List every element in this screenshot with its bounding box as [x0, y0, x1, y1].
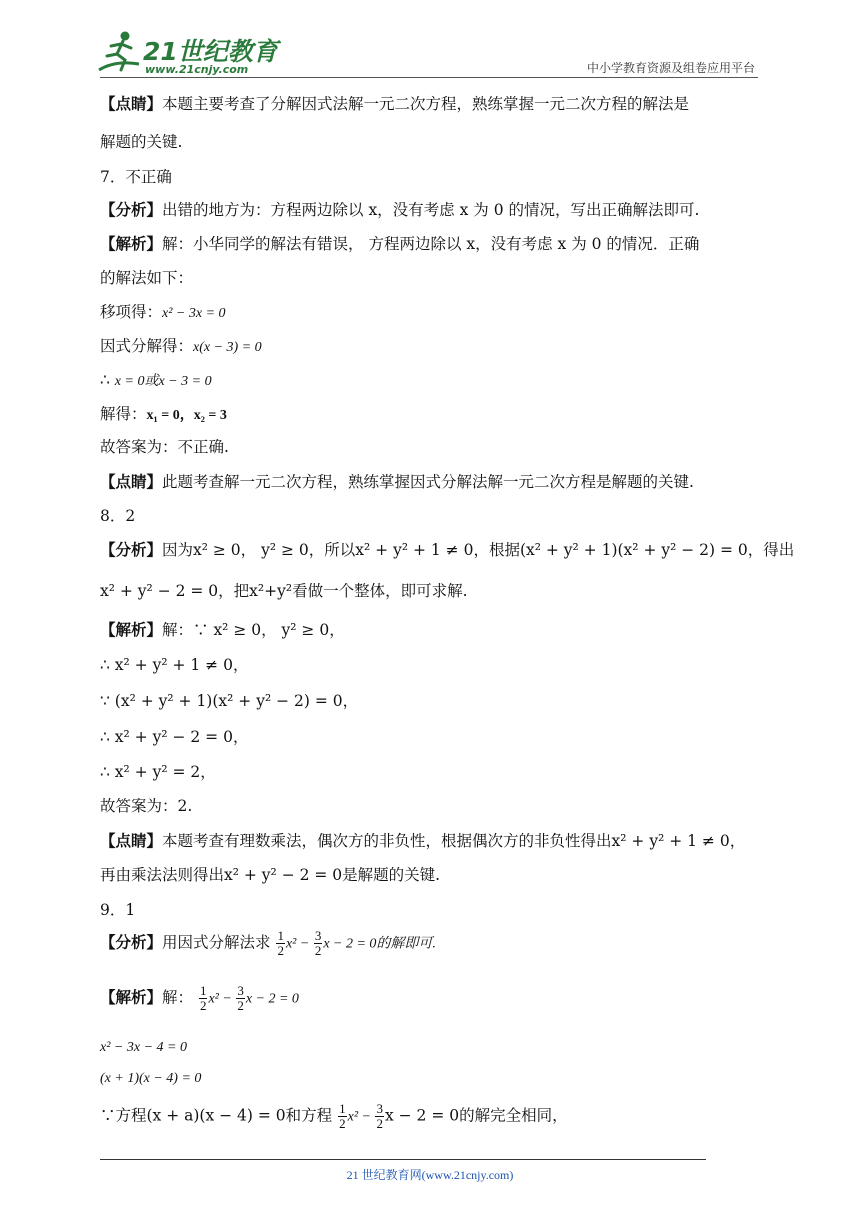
text-line: x² + y² − 2 = 0，把x²+y²看做一个整体，即可求解.	[100, 582, 468, 600]
text-line: ∴ x² + y² + 1 ≠ 0，	[100, 656, 249, 674]
page-header	[0, 0, 860, 82]
text-line: 【分析】出错的地方为：方程两边除以 x，没有考虑 x 为 0 的情况，写出正确解法即可.	[100, 200, 700, 219]
platform-name: 中小学教育资源及组卷应用平台	[586, 61, 755, 75]
text-line: 解题的关键.	[100, 133, 183, 151]
question-number: 9．1	[100, 901, 136, 919]
text-line: ∵ (x² + y² + 1)(x² + y² − 2) = 0，	[100, 692, 359, 710]
text-line: 【分析】因为x² ≥ 0， y² ≥ 0，所以x² + y² + 1 ≠ 0，根据(x² + y² + 1)(x² + y² − 2) = 0，得出	[100, 540, 795, 559]
text-line: 【点睛】本题考查有理数乘法，偶次方的非负性，根据偶次方的非负性得出x² + y² + 1 ≠ 0，	[100, 831, 746, 850]
text-line: ∴ x = 0或x − 3 = 0	[100, 371, 212, 389]
footer-link[interactable]: 21 世纪教育网(www.21cnjy.com)	[346, 1168, 514, 1182]
text-line: ∴ x² + y² = 2，	[100, 763, 216, 781]
text-line: (x + 1)(x − 4) = 0	[100, 1071, 202, 1086]
text-line: 故答案为：不正确.	[100, 438, 229, 456]
site-logo[interactable]	[95, 30, 295, 78]
fraction: $\frac{1}{2}$	[199, 983, 207, 1013]
logo-url: www.21cnjy.com	[145, 63, 249, 76]
footer-divider	[100, 1159, 706, 1160]
text-line: 因式分解得：x(x − 3) = 0	[100, 337, 262, 355]
runner-logo-icon	[95, 30, 145, 74]
text-line: ∵方程(x + a)(x − 4) = 0和方程 $\frac{1}{2}$ x² − $\frac{3}{2}$ x − 2 = 0的解完全相同，	[100, 1101, 568, 1131]
text-line: 再由乘法法则得出x² + y² − 2 = 0是解题的关键.	[100, 866, 441, 884]
fraction: $\frac{1}{2}$	[339, 1101, 346, 1131]
header-divider	[100, 77, 758, 78]
text-line: x² − 3x − 4 = 0	[100, 1040, 187, 1055]
text-line: 【解析】解：∵ x² ≥ 0， y² ≥ 0，	[100, 620, 345, 639]
text-line: 的解法如下：	[100, 269, 194, 287]
text-line: 【解析】解：小华同学的解法有错误， 方程两边除以 x，没有考虑 x 为 0 的情况．正确	[100, 234, 700, 253]
question-number: 8．2	[100, 507, 136, 525]
text-line: 解得：x₁ = 0，x₂ = 3	[100, 405, 227, 423]
fraction: $\frac{1}{2}$	[277, 928, 284, 958]
text-line: 故答案为：2.	[100, 797, 193, 815]
text-line: 【解析】解： $\frac{1}{2}$ x² − $\frac{3}{2}$ x − 2 = 0	[100, 983, 299, 1013]
text-line: 【分析】用因式分解法求 $\frac{1}{2}$ x² − $\frac{3}{2}$ x − 2 = 0的解即可.	[100, 928, 436, 958]
question-number: 7．不正确	[100, 168, 172, 186]
text-line: 【点睛】本题主要考查了分解因式法解一元二次方程，熟练掌握一元二次方程的解法是	[100, 94, 690, 113]
text-line: 移项得：x² − 3x = 0	[100, 303, 226, 321]
text-line: ∴ x² + y² − 2 = 0，	[100, 728, 249, 746]
fraction: $\frac{3}{2}$	[314, 928, 322, 958]
logo-text: 21世纪教育	[143, 37, 278, 66]
fraction: $\frac{3}{2}$	[237, 983, 244, 1013]
text-line: 【点睛】此题考查解一元二次方程，熟练掌握因式分解法解一元二次方程是解题的关键.	[100, 472, 694, 491]
fraction: $\frac{3}{2}$	[376, 1101, 383, 1131]
